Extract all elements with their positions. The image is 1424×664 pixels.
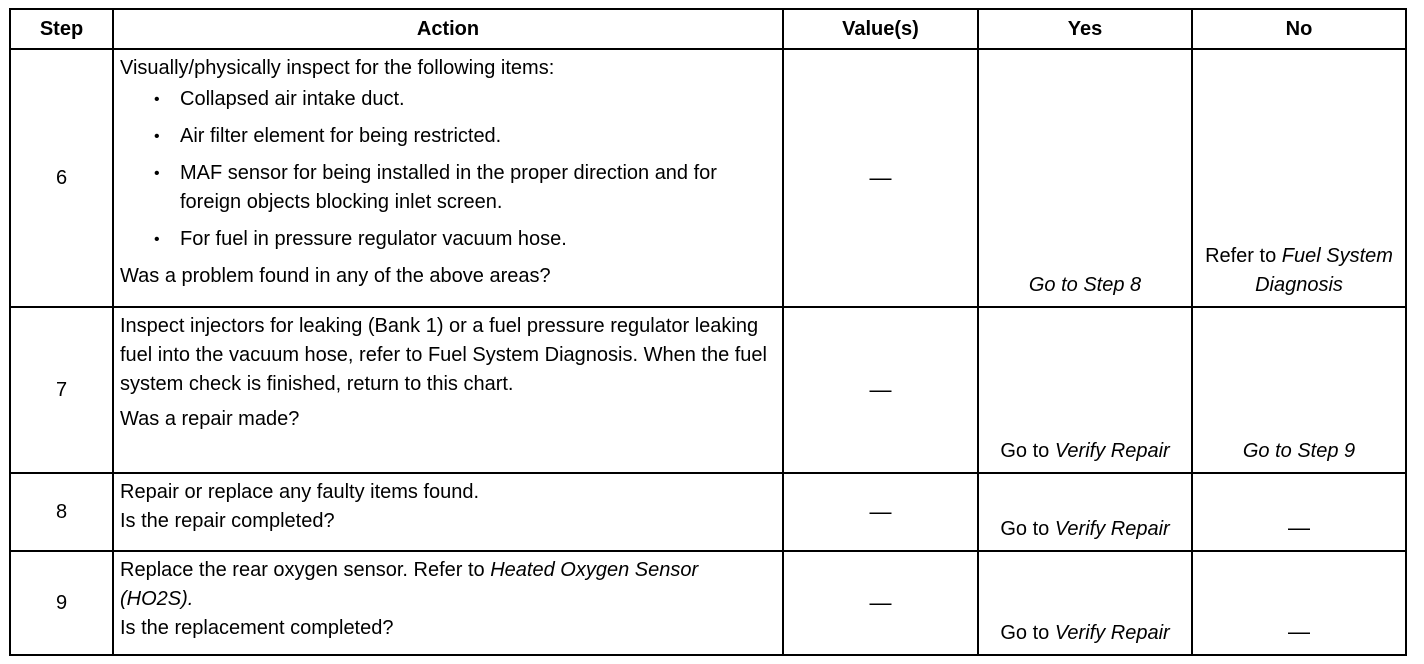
diagnostic-table: [9, 8, 1407, 656]
list-item: • Air filter element for being restricted.: [120, 122, 776, 151]
yes-cell: [978, 551, 1192, 655]
header-row: [10, 9, 1406, 49]
action-question: Was a repair made?: [120, 408, 300, 430]
list-item: • For fuel in pressure regulator vacuum hose.: [120, 225, 776, 254]
value-dash: —: [869, 165, 892, 190]
value-cell: [783, 307, 978, 473]
action-reference-link[interactable]: Heated Oxygen Sensor (HO2S).: [120, 559, 699, 610]
table-row: [10, 473, 1406, 551]
action-question: Is the replacement completed?: [120, 617, 394, 639]
table-row: [10, 307, 1406, 473]
action-cell: [113, 49, 783, 307]
step-number: 6: [10, 49, 113, 307]
step-number: 8: [10, 473, 113, 551]
yes-link[interactable]: Verify Repair: [1054, 440, 1170, 462]
value-dash: —: [869, 499, 892, 524]
action-cell: [113, 473, 783, 551]
value-cell: [783, 49, 978, 307]
no-dash: —: [1288, 619, 1310, 644]
diagnostic-table-container: [9, 8, 1405, 656]
yes-link[interactable]: Verify Repair: [1054, 518, 1170, 540]
header-values: Value(s): [783, 9, 978, 49]
value-cell: [783, 473, 978, 551]
header-no: No: [1192, 9, 1406, 49]
yes-prefix: Go to: [1000, 518, 1050, 540]
header-step: Step: [10, 9, 113, 49]
table-row: [10, 551, 1406, 655]
no-prefix: Refer to: [1205, 245, 1277, 267]
no-cell: [1192, 49, 1406, 307]
action-text: [120, 556, 776, 614]
action-text-prefix: Replace the rear oxygen sensor. Refer to: [120, 559, 485, 581]
yes-cell: [978, 473, 1192, 551]
yes-prefix: Go to: [1000, 622, 1050, 644]
action-text: Repair or replace any faulty items found.: [120, 481, 480, 503]
yes-cell: [978, 49, 1192, 307]
no-cell: [1192, 473, 1406, 551]
yes-prefix: Go to: [1000, 440, 1050, 462]
header-action: Action: [113, 9, 783, 49]
inspection-list: [120, 85, 776, 254]
value-dash: —: [869, 377, 892, 402]
no-link[interactable]: Go to Step 9: [1242, 440, 1356, 462]
value-dash: —: [869, 590, 892, 615]
action-question: Was a problem found in any of the above areas?: [120, 265, 551, 287]
value-cell: [783, 551, 978, 655]
table-row: [10, 49, 1406, 307]
no-cell: [1192, 551, 1406, 655]
yes-link[interactable]: Verify Repair: [1054, 622, 1170, 644]
list-item: • Collapsed air intake duct.: [120, 85, 776, 114]
action-cell: [113, 551, 783, 655]
yes-link[interactable]: Go to Step 8: [1028, 274, 1142, 296]
action-text: Inspect injectors for leaking (Bank 1) or a fuel pressure regulator leaking fuel into the vacuum hose, refer to Fuel System Diagnosis. When the fuel system check is finished, return to this chart.: [120, 315, 767, 395]
action-cell: [113, 307, 783, 473]
no-link[interactable]: Fuel System Diagnosis: [1255, 245, 1393, 296]
action-intro: Visually/physically inspect for the following items:: [120, 57, 555, 79]
step-number: 7: [10, 307, 113, 473]
header-yes: Yes: [978, 9, 1192, 49]
no-dash: —: [1288, 515, 1310, 540]
action-question: Is the repair completed?: [120, 510, 335, 532]
step-number: 9: [10, 551, 113, 655]
list-item: • MAF sensor for being installed in the proper direction and for foreign objects blocking inlet screen.: [120, 159, 776, 217]
no-cell: [1192, 307, 1406, 473]
yes-cell: [978, 307, 1192, 473]
